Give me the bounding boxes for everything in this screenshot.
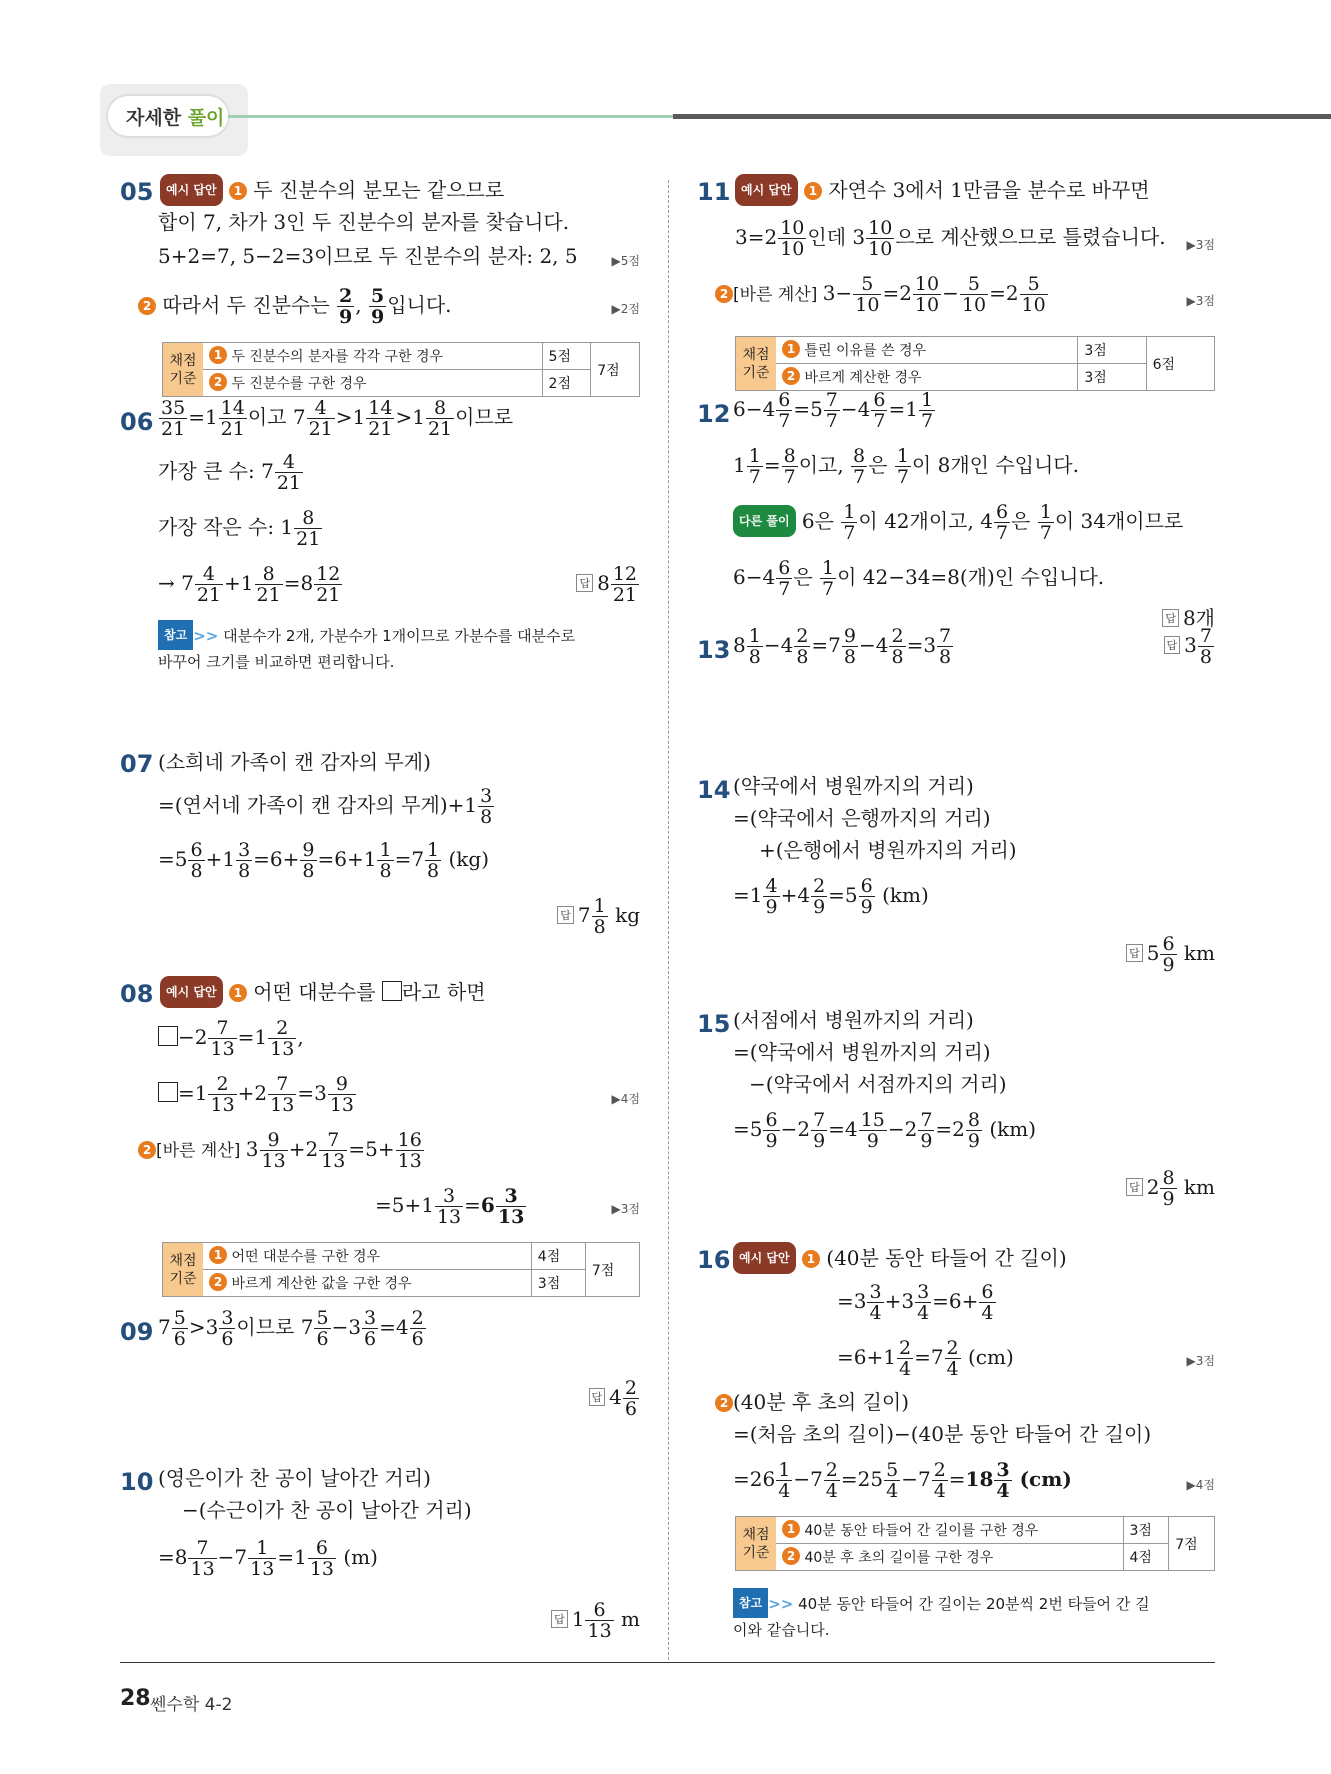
cloud-icon (108, 96, 228, 136)
book-title: 쎈수학 4-2 (150, 1695, 233, 1715)
page-number: 28 (120, 1686, 151, 1711)
column-divider (668, 180, 669, 1660)
problem-number: 05 (120, 178, 154, 206)
example-answer-tag: 예시 답안 (160, 174, 223, 206)
scoring-table-16: 채점 기준 1 40분 동안 타들어 간 길이를 구한 경우 3점 7점 2 40분 후 초의 길이를 구한 경우 4점 (735, 1516, 1215, 1571)
footer-rule (120, 1662, 1215, 1663)
scoring-table-08: 채점 기준 1 어떤 대분수를 구한 경우 4점 7점 2 바르게 계산한 값을 구한 경우 3점 (162, 1242, 640, 1297)
reference-tag: 참고 (158, 620, 193, 650)
header-rule-green (228, 115, 673, 118)
badge-label: 자세한 풀이 (126, 107, 225, 129)
header-badge (100, 84, 248, 156)
alt-solution-tag: 다른 풀이 (733, 505, 796, 537)
header-rule-gray (673, 114, 1331, 119)
blank-box (382, 981, 402, 1001)
scoring-table-11: 채점 기준 1 틀린 이유를 쓴 경우 3점 6점 2 바르게 계산한 경우 3점 (735, 336, 1215, 391)
scoring-table-05: 채점 기준 1 두 진분수의 분자를 각각 구한 경우 5점 7점 2 두 진분수를 구한 경우 2점 (162, 342, 640, 397)
